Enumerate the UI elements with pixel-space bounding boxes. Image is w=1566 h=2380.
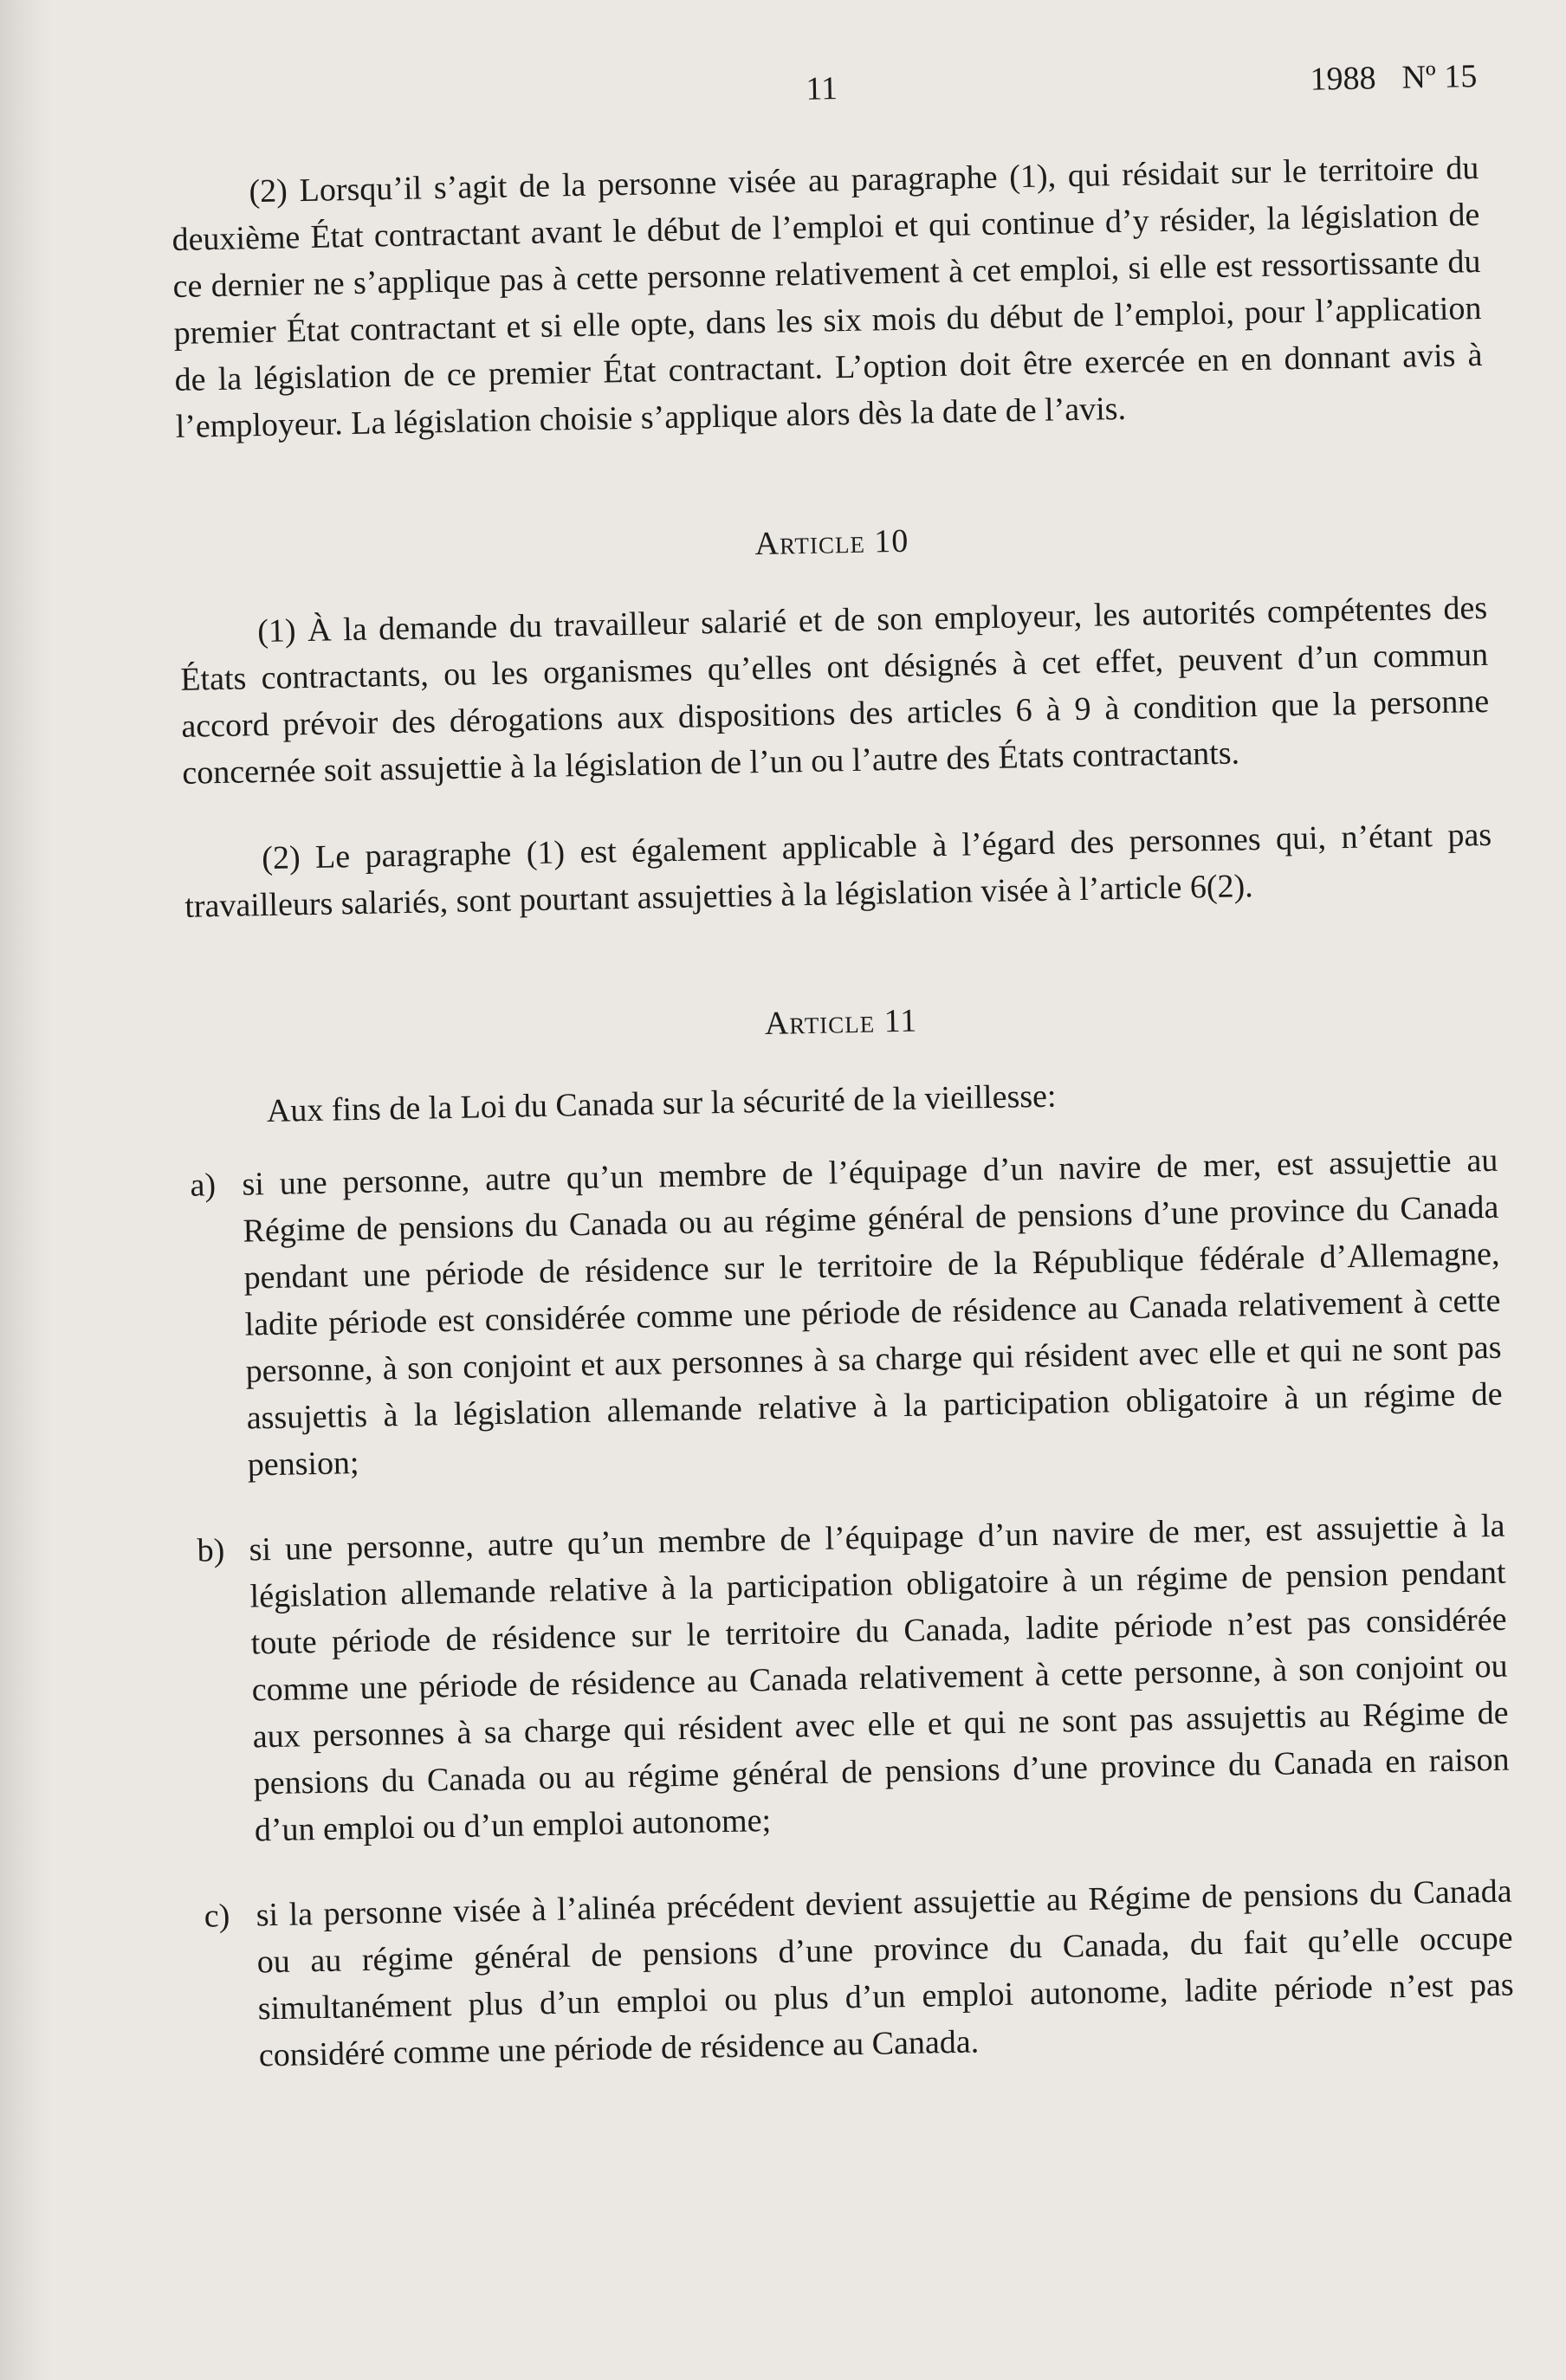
article-11-intro: Aux fins de la Loi du Canada sur la sécurité de la vieillesse: (266, 1077, 1057, 1130)
list-item-marker: b) (197, 1532, 225, 1569)
issue-reference (1310, 53, 1478, 103)
list-item-text: si une personne, autre qu’un membre de l’équipage d’un navire de mer, est assujettie à la législation allemande relative à la participation obligatoire à un régime de pension pendant toute période de résidence sur le territoire du Canada, ladite période n’est pas considérée comme une période de résidence au Canada relativement à cette personne, à son conjoint ou aux personnes à sa charge qui résident avec elle et qui ne sont pas assujettis au Régime de pensions du Canada ou au régime général de pensions d’une province du Canada en raison d’un emploi ou d’un emploi autonome; (249, 1507, 1510, 1849)
page-number: 11 (805, 70, 838, 107)
page-content (169, 53, 1515, 2080)
page-header (169, 53, 1478, 130)
header-year: 1988 (1310, 60, 1376, 98)
article-10-paragraph-1: (1) À la demande du travailleur salarié et de son employeur, les autorités compétentes des États contractants, ou les organismes qu’elles ont désignés à cet effet, peuvent d’un commun accord prévoir des dérogations aux dispositions des articles 6 à 9 à condition que la personne concernée soit assujettie à la législation de l’un ou l’autre des États contractants. (179, 589, 1490, 792)
article-10-heading: Article 10 (754, 522, 909, 563)
article-9-paragraph-2: (2) Lorsqu’il s’agit de la personne visée au paragraphe (1), qui résidait sur le territoire du deuxième État contractant avant le début de l’emploi et qui continue d’y résider, la législation de ce dernier ne s’applique pas à cette personne relativement à cet emploi, si elle est ressortissante du premier État contractant et si elle opte, dans les six mois du début de l’emploi, pour l’application de la législation de ce premier État contractant. L’option doit être exercée en en donnant avis à l’employeur. La législation choisie s’applique alors dès la date de l’avis. (171, 149, 1483, 445)
article-11-heading: Article 11 (764, 1002, 918, 1042)
list-item-text: si la personne visée à l’alinéa précédent devient assujettie au Régime de pensions du Canada ou au régime général de pensions d’une province du Canada, du fait qu’elle occupe simultanément plus d’un emploi ou plus d’un emploi autonome, ladite période n’est pas considéré comme une période de résidence au Canada. (256, 1872, 1514, 2074)
article-10-paragraph-2: (2) Le paragraphe (1) est également applicable à l’égard des personnes qui, n’étant pas travailleurs salariés, sont pourtant assujetties à la législation visée à l’article 6(2). (184, 816, 1492, 925)
article-11-items (190, 1137, 1515, 2080)
list-item (197, 1503, 1511, 1855)
list-item-marker: c) (204, 1898, 230, 1935)
list-item-marker: a) (190, 1167, 217, 1204)
header-issue-number: Nº 15 (1401, 58, 1478, 96)
list-item-text: si une personne, autre qu’un membre de l’équipage d’un navire de mer, est assujettie au Régime de pensions du Canada ou au régime général de pensions d’une province du Canada pendant une période de résidence sur le territoire de la République fédérale d’Allemagne, ladite période est considérée comme une période de résidence au Canada relativement à cette personne, à son conjoint et aux personnes à sa charge qui résident avec elle et qui ne sont pas assujettis à la législation allemande relative à la participation obligatoire à un régime de pension; (242, 1141, 1503, 1484)
list-item (204, 1868, 1515, 2080)
list-item (190, 1137, 1504, 1490)
